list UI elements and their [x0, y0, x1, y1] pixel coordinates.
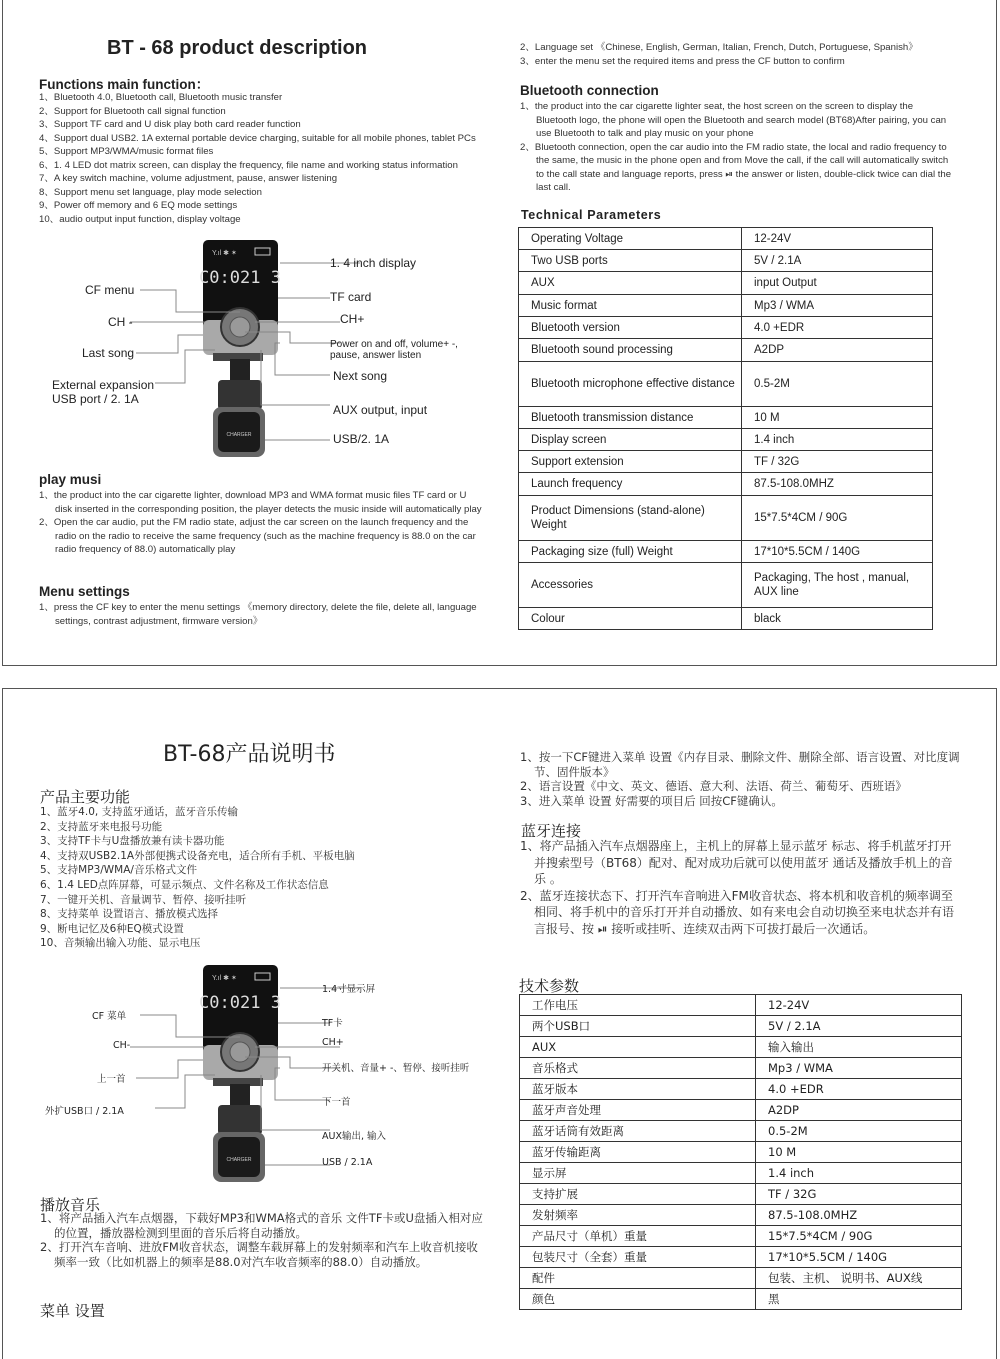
label-next-song: 下一首 [322, 1097, 351, 1108]
screen-readout: C0:021 3 [199, 993, 281, 1013]
table-row [519, 541, 933, 563]
table-row [519, 496, 933, 541]
tech-heading-cn: 技术参数 [519, 977, 580, 995]
param-name: 蓝牙话筒有效距离 [520, 1121, 756, 1142]
param-name: Operating Voltage [519, 228, 742, 250]
table-row [520, 1289, 962, 1310]
screen-readout: C0:021 3 [199, 268, 281, 288]
play-music-list-cn [40, 1211, 485, 1269]
param-value: input Output [742, 272, 933, 295]
param-name: AUX [519, 272, 742, 295]
list-item: 3、支持TF卡与U盘播放兼有读卡器功能 [40, 835, 225, 848]
list-item: 8、支持菜单 设置语言、播放模式选择 [40, 908, 219, 921]
label-ext-usb-line2: USB port / 2. 1A [52, 392, 139, 406]
device-diagram [40, 235, 480, 460]
label-power-line1: Power on and off, volume+ -, [330, 339, 458, 350]
table-row [519, 250, 933, 272]
param-name: 产品尺寸（单机）重量 [520, 1226, 756, 1247]
param-value: 1.4 inch [742, 429, 933, 451]
param-value: 4.0 +EDR [742, 317, 933, 339]
param-name: 蓝牙传输距离 [520, 1142, 756, 1163]
list-item: 4、Support dual USB2. 1A external portable device charging, suitable for all mobile phones, tablet PCs [39, 132, 476, 144]
param-name: AUX [520, 1037, 756, 1058]
label-cf-menu: CF 菜单 [92, 1011, 127, 1022]
list-item: 3、进入菜单 设置 好需要的项目后 回按CF键确认。 [520, 793, 783, 808]
signal-icon: Y.ıl ✱ ✶ [212, 250, 237, 257]
param-value: 12-24V [742, 228, 933, 250]
play-music-heading: play musi [39, 472, 102, 487]
label-power [322, 1060, 469, 1074]
table-row [519, 429, 933, 451]
bluetooth-heading-cn: 蓝牙连接 [521, 822, 582, 840]
list-item: 3、enter the menu set the required items and press the CF button to confirm [520, 55, 845, 67]
param-value: 黑 [756, 1289, 962, 1310]
functions-list [39, 91, 499, 226]
param-name: Music format [519, 295, 742, 317]
table-row [519, 317, 933, 339]
table-row [520, 1268, 962, 1289]
label-ext-usb-line1: External expansion [52, 378, 155, 392]
param-value: 17*10*5.5CM / 140G [742, 541, 933, 563]
page-title: BT - 68 product description [107, 37, 368, 59]
label-ext-usb [52, 378, 154, 406]
table-row [520, 1121, 962, 1142]
table-row [519, 407, 933, 429]
functions-list-cn [40, 805, 500, 951]
table-row [519, 473, 933, 496]
functions-heading-cn: 产品主要功能 [40, 788, 131, 806]
table-row [519, 228, 933, 250]
list-item: 4、支持双USB2.1A外部便携式设备充电，适合所有手机、平板电脑 [40, 849, 355, 862]
param-name: Bluetooth version [519, 317, 742, 339]
list-item: 1、the product into the car cigarette lighter seat, the host screen on the screen to display the Bluetooth logo, the phone will open the Bluetooth and search model (BT68)After pairing, you can use Bluetooth to talk and play music on your phone [520, 101, 947, 139]
table-row [520, 1205, 962, 1226]
list-item: 1、将产品插入汽车点烟器座上，主机上的屏幕上显示蓝牙 标志、将手机蓝牙打开并搜索型号（BT68）配对、配对成功后就可以使用蓝牙 通话及播放手机上的音乐 。 [520, 839, 953, 886]
menu-settings-list-cont [520, 41, 960, 68]
param-value: 10 M [742, 407, 933, 429]
menu-settings-heading: Menu settings [39, 584, 130, 599]
tech-params-table [518, 227, 933, 630]
list-item: 8、Support menu set language, play mode selection [39, 186, 262, 198]
param-value: 5V / 2.1A [742, 250, 933, 272]
table-row [519, 563, 933, 608]
param-name: Accessories [519, 563, 742, 608]
param-name: Product Dimensions (stand-alone) Weight [519, 496, 742, 541]
param-name: 两个USB口 [520, 1016, 756, 1037]
play-music-list [39, 489, 484, 557]
bluetooth-list-cn [520, 838, 960, 937]
list-item: 1、蓝牙4.0, 支持蓝牙通话，蓝牙音乐传输 [40, 806, 239, 818]
table-row [520, 1016, 962, 1037]
list-item: 2、打开汽车音响、进放FM收音状态，调整车载屏幕上的发射频率和汽车上收音机接收频率一致（比如机器上的频率是88.0对汽车收音频率的88.0）自动播放。 [40, 1240, 478, 1269]
param-name: Packaging size (full) Weight [519, 541, 742, 563]
param-value: A2DP [742, 339, 933, 362]
param-value: 输入输出 [756, 1037, 962, 1058]
list-item: 6、1.4 LED点阵屏幕，可显示频点、文件名称及工作状态信息 [40, 878, 329, 891]
list-item: 7、A key switch machine, volume adjustment, pause, answer listening [39, 173, 338, 184]
label-aux: AUX output, input [333, 403, 428, 417]
list-item: 2、支持蓝牙来电报号功能 [40, 820, 163, 833]
param-value: 0.5-2M [742, 362, 933, 407]
param-name: 包装尺寸（全套）重量 [520, 1247, 756, 1268]
list-item: 1、Bluetooth 4.0, Bluetooth call, Bluetooth music transfer [39, 92, 283, 103]
table-row [519, 295, 933, 317]
table-row [520, 1058, 962, 1079]
param-name: Bluetooth microphone effective distance [519, 362, 742, 407]
table-row [519, 339, 933, 362]
menu-settings-heading-cn: 菜单 设置 [40, 1302, 105, 1320]
label-ch-minus: CH- [113, 1040, 131, 1051]
label-last-song: Last song [82, 346, 135, 360]
label-power [330, 339, 458, 361]
menu-settings-list [39, 601, 479, 628]
param-value: black [742, 608, 933, 630]
device-diagram-cn [40, 960, 490, 1185]
param-value: A2DP [756, 1100, 962, 1121]
list-item: 9、Power off memory and 6 EQ mode settings [39, 200, 238, 211]
bluetooth-list [520, 100, 955, 195]
list-item: 2、蓝牙连接状态下、打开汽车音响进入FM收音状态、将本机和收音机的频率调至相同、将手机中的音乐打开并自动播放、如有来电会自动切换至来电状态并有语言报号、按 ⏯ 接听或挂听、连续双击两下可拔打最后一次通话。 [520, 888, 955, 936]
table-row [519, 608, 933, 630]
param-name: 音乐格式 [520, 1058, 756, 1079]
label-last-song: 上一首 [97, 1074, 126, 1085]
signal-icon: Y.ıl ✱ ✶ [212, 975, 237, 982]
param-value: 15*7.5*4CM / 90G [756, 1226, 962, 1247]
param-name: Launch frequency [519, 473, 742, 496]
param-name: Bluetooth transmission distance [519, 407, 742, 429]
label-ext-usb-line1: 外扩USB口 / 2.1A [45, 1106, 124, 1117]
label-ch-plus: CH+ [322, 1037, 344, 1048]
label-display: 1.4寸显示屏 [322, 984, 376, 995]
list-item: 2、语言设置《中文、英文、德语、意大利、法语、荷兰、葡萄牙、西班语》 [520, 779, 907, 794]
param-name: Colour [519, 608, 742, 630]
param-value: 10 M [756, 1142, 962, 1163]
label-power-line2: pause, answer listen [330, 350, 422, 361]
param-value: Packaging, The host , manual, AUX line [742, 563, 933, 608]
table-row [520, 1163, 962, 1184]
label-ext-usb [45, 1103, 124, 1117]
label-power-line1: 开关机、音量+ -、暂停、接听挂听 [322, 1063, 470, 1074]
list-item: 10、音频输出输入功能、显示电压 [40, 937, 201, 950]
table-row [520, 1247, 962, 1268]
param-value: 0.5-2M [756, 1121, 962, 1142]
param-name: 蓝牙声音处理 [520, 1100, 756, 1121]
param-name: 支持扩展 [520, 1184, 756, 1205]
label-usb: USB / 2.1A [322, 1157, 373, 1168]
menu-settings-list-cn [520, 750, 960, 808]
list-item: 1、按一下CF键进入菜单 设置《内存目录、删除文件、删除全部、语言设置、对比度调节、固件版本》 [520, 750, 960, 779]
param-name: Display screen [519, 429, 742, 451]
tech-params-table-cn [519, 994, 962, 1310]
table-row [520, 1142, 962, 1163]
param-value: 4.0 +EDR [756, 1079, 962, 1100]
param-name: Support extension [519, 451, 742, 473]
label-aux: AUX输出, 输入 [322, 1131, 386, 1142]
list-item: 9、断电记忆及6种EQ模式设置 [40, 922, 184, 935]
charger-label: CHARGER [226, 1157, 252, 1163]
list-item: 1、将产品插入汽车点烟器，下载好MP3和WMA格式的音乐 文件TF卡或U盘插入相对应的位置，播放器检测到里面的音乐后将自动播放。 [40, 1211, 483, 1240]
param-name: 配件 [520, 1268, 756, 1289]
list-item: 7、一键开关机、音量调节、暂停、接听挂听 [40, 893, 247, 906]
label-tf-card: TF card [330, 290, 372, 304]
param-value: TF / 32G [742, 451, 933, 473]
table-row [520, 1226, 962, 1247]
list-item: 5、支持MP3/WMA/音乐格式文件 [40, 864, 197, 877]
param-value: 87.5-108.0MHZ [742, 473, 933, 496]
param-value: 15*7.5*4CM / 90G [742, 496, 933, 541]
list-item: 2、Language set 《Chinese, English, German, Italian, French, Dutch, Portuguese, Spanish》 [520, 42, 918, 53]
param-value: 1.4 inch [756, 1163, 962, 1184]
functions-heading: Functions main function： [39, 77, 210, 92]
table-row [519, 451, 933, 473]
list-item: 3、Support TF card and U disk play both card reader function [39, 119, 301, 130]
param-value: 包装、主机、 说明书、AUX线 [756, 1268, 962, 1289]
param-name: 颜色 [520, 1289, 756, 1310]
tech-heading: Technical Parameters [521, 208, 662, 222]
list-item: 1、press the CF key to enter the menu settings 《memory directory, delete the file, delete all, language settings, contrast adjustment, firmware version》 [39, 602, 477, 627]
param-name: 发射频率 [520, 1205, 756, 1226]
param-name: Bluetooth sound processing [519, 339, 742, 362]
param-value: 17*10*5.5CM / 140G [756, 1247, 962, 1268]
param-value: 5V / 2.1A [756, 1016, 962, 1037]
label-usb: USB/2. 1A [333, 432, 390, 446]
param-value: Mp3 / WMA [756, 1058, 962, 1079]
table-row [520, 1037, 962, 1058]
param-value: TF / 32G [756, 1184, 962, 1205]
table-row [519, 272, 933, 295]
list-item: 1、the product into the car cigarette lighter, download MP3 and WMA format music files TF card or U disk inserted in the corresponding position, the player detects the music inside will automatically play [39, 490, 482, 515]
table-row [520, 1079, 962, 1100]
param-value: 12-24V [756, 995, 962, 1016]
param-name: Two USB ports [519, 250, 742, 272]
param-value: 87.5-108.0MHZ [756, 1205, 962, 1226]
table-row [519, 362, 933, 407]
param-name: 显示屏 [520, 1163, 756, 1184]
list-item: 2、Open the car audio, put the FM radio state, adjust the car screen on the launch frequency and the radio on the radio to receive the same frequency (such as the machine frequency is 88.0 on the car radio frequency of 88.0) automatically play [39, 517, 476, 555]
table-row [520, 995, 962, 1016]
param-name: 工作电压 [520, 995, 756, 1016]
label-tf-card: TF卡 [322, 1018, 343, 1029]
label-ch-plus: CH+ [340, 312, 365, 326]
list-item: 2、Bluetooth connection, open the car audio into the FM radio state, the local and radio frequency to the same, the music in the phone open and from Move the call, if the call will automatically switch to the call state and language reports, press ⏯ the answer or listen, double-click twice can dial the last call. [520, 141, 952, 193]
list-item: 6、1. 4 LED dot matrix screen, can display the frequency, file name and working status information [39, 159, 458, 171]
page-title-cn: BT-68产品说明书 [163, 742, 336, 767]
table-row [520, 1184, 962, 1205]
param-name: 蓝牙版本 [520, 1079, 756, 1100]
param-value: Mp3 / WMA [742, 295, 933, 317]
label-display: 1. 4 inch display [330, 256, 417, 270]
label-next-song: Next song [333, 369, 388, 383]
charger-label: CHARGER [226, 432, 252, 438]
bluetooth-heading: Bluetooth connection [520, 83, 659, 98]
list-item: 5、Support MP3/WMA/music format files [39, 146, 214, 157]
label-ch-minus: CH - [108, 315, 133, 329]
list-item: 10、audio output input function, display voltage [39, 213, 241, 225]
label-cf-menu: CF menu [85, 283, 135, 297]
list-item: 2、Support for Bluetooth call signal function [39, 105, 226, 117]
table-row [520, 1100, 962, 1121]
play-music-heading-cn: 播放音乐 [40, 1196, 101, 1214]
